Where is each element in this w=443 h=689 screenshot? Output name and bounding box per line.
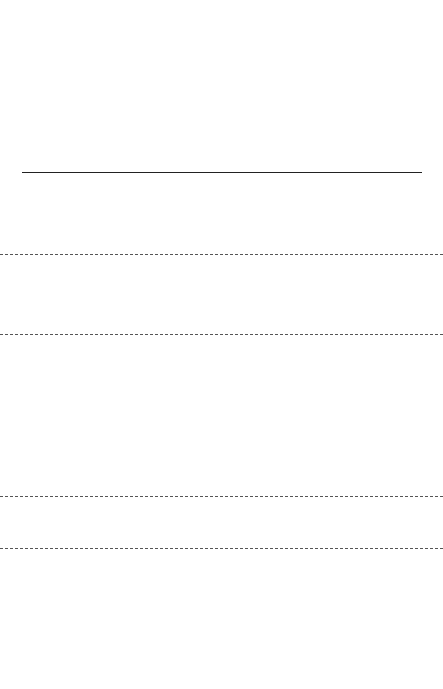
anvaya-block-1 [22,178,422,248]
tika-block [22,336,422,486]
section-divider [22,172,422,173]
dashed-divider [0,548,443,549]
anvaya-block-2 [22,258,422,328]
slokartha-block-2 [22,552,422,672]
slokartha-block-1 [22,500,422,545]
dashed-divider [0,496,443,497]
dashed-divider [0,254,443,255]
dashed-divider [0,334,443,335]
